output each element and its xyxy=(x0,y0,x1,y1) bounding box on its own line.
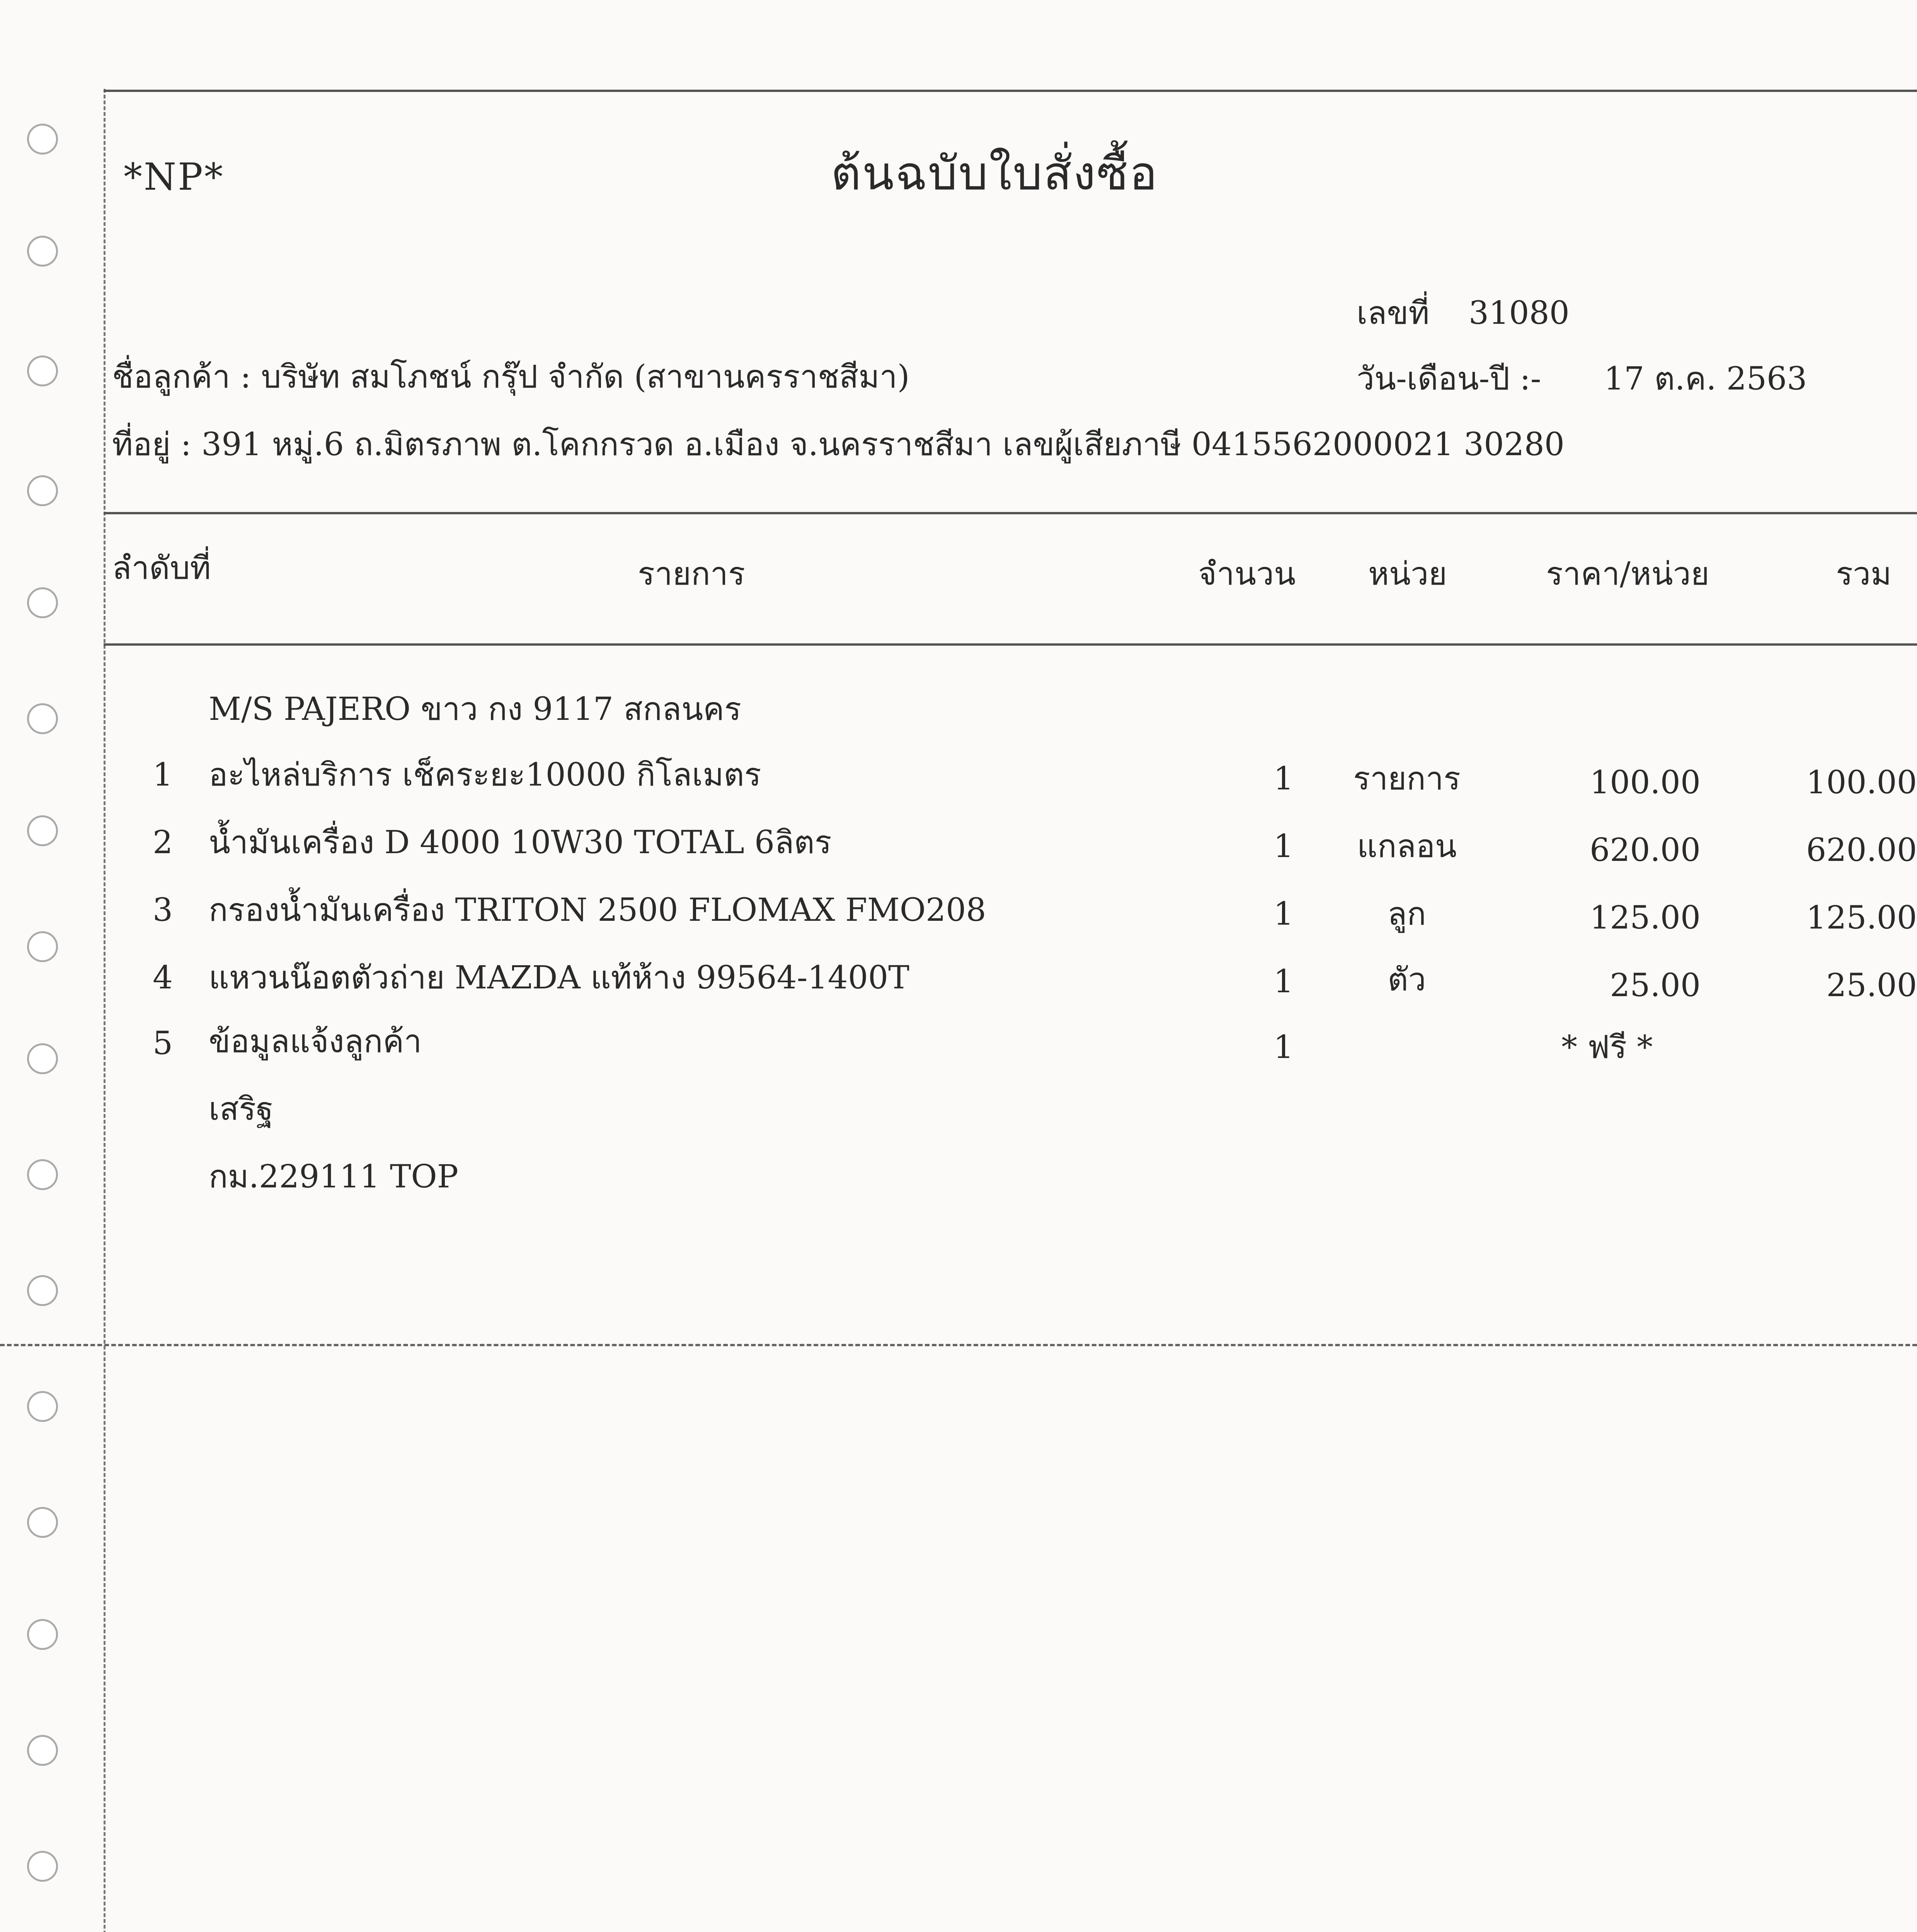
row-unit: ลูก xyxy=(1388,896,1426,932)
binder-hole xyxy=(27,931,58,962)
row-item: แหวนน๊อตตัวถ่าย MAZDA แท้ห้าง 99564-1400T xyxy=(209,959,909,996)
row-price: 100.00 xyxy=(1590,764,1701,801)
binder-hole xyxy=(27,815,58,846)
binder-hole xyxy=(27,703,58,734)
customer-line: ชื่อลูกค้า : บริษัท สมโภชน์ กรุ๊ป จำกัด (สาขานครราชสีมา) xyxy=(112,359,910,395)
row-total: 100.00 xyxy=(1806,764,1917,801)
row-price: 620.00 xyxy=(1590,832,1701,869)
binder-hole xyxy=(27,1851,58,1882)
row-qty: 1 xyxy=(1273,963,1294,1000)
date-label: วัน-เดือน-ปี :- xyxy=(1357,361,1541,397)
binder-hole xyxy=(27,587,58,618)
row-no: 2 xyxy=(153,824,173,861)
row-item: ข้อมูลแจ้งลูกค้า xyxy=(209,1023,422,1060)
row-no: 5 xyxy=(153,1025,173,1062)
row-total: 25.00 xyxy=(1826,967,1917,1004)
date-value: 17 ต.ค. 2563 xyxy=(1604,361,1807,397)
row-qty: 1 xyxy=(1273,896,1294,932)
col-header-price: ราคา/หน่วย xyxy=(1546,556,1709,592)
col-header-item: รายการ xyxy=(638,556,745,592)
row-qty: 1 xyxy=(1273,828,1294,865)
row-price: 125.00 xyxy=(1590,900,1701,936)
binder-hole xyxy=(27,355,58,386)
address-line: ที่อยู่ : 391 หมู่.6 ถ.มิตรภาพ ต.โคกกรวด อ.เมือง จ.นครราชสีมา เลขผู้เสียภาษี 0415562000021 30280 xyxy=(112,426,1565,463)
binder-hole xyxy=(27,1735,58,1766)
row-item: กรองน้ำมันเครื่อง TRITON 2500 FLOMAX FMO208 xyxy=(209,892,986,929)
row-qty: 1 xyxy=(1273,760,1294,797)
tear-line xyxy=(0,1344,1917,1346)
header-divider xyxy=(104,512,1917,514)
row-total: 620.00 xyxy=(1806,832,1917,869)
column-header-divider xyxy=(104,643,1917,646)
row-price: 25.00 xyxy=(1610,967,1701,1004)
row-no: 1 xyxy=(153,757,173,793)
doc-no-label: เลขที่ xyxy=(1357,295,1430,332)
row-unit: ตัว xyxy=(1388,961,1426,998)
row-total: 125.00 xyxy=(1806,900,1917,936)
row-unit: แกลอน xyxy=(1357,828,1457,865)
binder-hole xyxy=(27,124,58,155)
binder-hole xyxy=(27,1043,58,1074)
binder-hole xyxy=(27,1619,58,1650)
binder-hole xyxy=(27,475,58,506)
row-qty: 1 xyxy=(1273,1029,1294,1066)
binder-hole xyxy=(27,236,58,267)
col-header-qty: จำนวน xyxy=(1198,556,1296,592)
row-no: 3 xyxy=(153,892,173,929)
page-title: ต้นฉบับใบสั่งซื้อ xyxy=(831,147,1159,201)
binder-hole xyxy=(27,1507,58,1538)
vehicle-line: M/S PAJERO ขาว กง 9117 สกลนคร xyxy=(209,691,742,728)
np-badge: *NP* xyxy=(124,155,225,199)
col-header-no: ลำดับที่ xyxy=(112,550,211,587)
col-header-unit: หน่วย xyxy=(1368,556,1447,592)
row-item: อะไหล่บริการ เช็คระยะ10000 กิโลเมตร xyxy=(209,757,761,793)
row-price-free: * ฟรี * xyxy=(1561,1029,1653,1066)
note-line: กม.229111 TOP xyxy=(209,1158,458,1195)
row-item: น้ำมันเครื่อง D 4000 10W30 TOTAL 6ลิตร xyxy=(209,824,832,861)
binder-hole xyxy=(27,1391,58,1422)
binder-hole xyxy=(27,1159,58,1190)
doc-no-value: 31080 xyxy=(1469,295,1570,332)
left-margin-line xyxy=(104,89,106,1932)
top-border xyxy=(104,90,1917,92)
row-unit: รายการ xyxy=(1353,760,1461,797)
col-header-total: รวม xyxy=(1836,556,1892,592)
row-no: 4 xyxy=(153,959,173,996)
note-line: เสริฐ xyxy=(209,1091,274,1128)
binder-hole xyxy=(27,1275,58,1306)
